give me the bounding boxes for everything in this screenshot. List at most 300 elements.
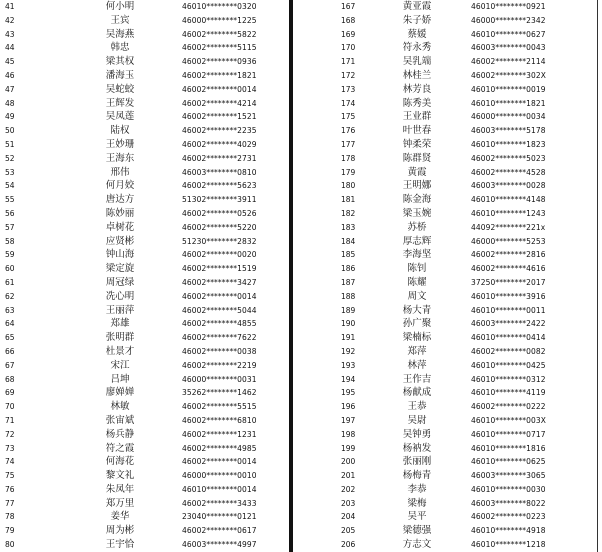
id-number: 46010********0625 bbox=[471, 457, 546, 467]
table-row bbox=[293, 138, 596, 152]
person-name: 周文 bbox=[407, 290, 427, 302]
table-row bbox=[0, 524, 289, 538]
person-name: 冼心明 bbox=[105, 290, 135, 302]
row-number: 62 bbox=[5, 291, 15, 301]
person-name: 钟柔荣 bbox=[402, 138, 432, 150]
person-name: 唐达方 bbox=[105, 194, 135, 206]
table-row bbox=[293, 69, 596, 83]
row-number: 197 bbox=[341, 415, 356, 425]
row-number: 171 bbox=[341, 57, 356, 67]
id-number: 46010********3916 bbox=[471, 291, 546, 301]
id-number: 46003********2422 bbox=[471, 319, 546, 329]
person-name: 梁德强 bbox=[402, 525, 432, 537]
row-number: 50 bbox=[5, 126, 15, 136]
row-number: 184 bbox=[341, 236, 356, 246]
id-number: 46010********0019 bbox=[471, 84, 546, 94]
id-number: 46002********5822 bbox=[182, 29, 257, 39]
row-number: 173 bbox=[341, 84, 356, 94]
id-number: 44092********221x bbox=[471, 222, 546, 232]
id-number: 23040********0121 bbox=[182, 512, 257, 522]
id-number: 46002********0014 bbox=[182, 291, 257, 301]
id-number: 46010********003X bbox=[471, 415, 547, 425]
row-number: 70 bbox=[5, 402, 15, 412]
id-number: 46002********2114 bbox=[471, 57, 546, 67]
row-number: 49 bbox=[5, 112, 15, 122]
row-number: 44 bbox=[5, 43, 15, 53]
table-row bbox=[0, 14, 289, 28]
id-number: 46010********0414 bbox=[471, 333, 546, 343]
id-number: 46002********0082 bbox=[471, 346, 546, 356]
row-number: 186 bbox=[341, 264, 356, 274]
table-row bbox=[0, 400, 289, 414]
person-name: 吴尉 bbox=[407, 414, 427, 426]
person-name: 廖婵婵 bbox=[105, 387, 135, 399]
id-number: 46002********0038 bbox=[182, 346, 257, 356]
row-number: 72 bbox=[5, 429, 15, 439]
row-number: 180 bbox=[341, 181, 356, 191]
table-row bbox=[0, 469, 289, 483]
person-name: 叶世春 bbox=[402, 125, 432, 137]
row-number: 65 bbox=[5, 333, 15, 343]
table-row bbox=[293, 152, 596, 166]
person-name: 杜景才 bbox=[105, 345, 135, 357]
person-name: 杨献成 bbox=[402, 387, 432, 399]
id-number: 35262********1462 bbox=[182, 388, 257, 398]
person-name: 张丽刚 bbox=[402, 456, 432, 468]
table-row bbox=[0, 97, 289, 111]
id-number: 46010********1816 bbox=[471, 443, 546, 453]
id-number: 46002********5220 bbox=[182, 222, 257, 232]
table-row bbox=[293, 124, 596, 138]
person-name: 陈群贤 bbox=[402, 152, 432, 164]
table-row bbox=[0, 0, 289, 14]
id-number: 46010********4119 bbox=[471, 388, 546, 398]
id-number: 51302********3911 bbox=[182, 195, 257, 205]
row-number: 79 bbox=[5, 526, 15, 536]
table-row bbox=[0, 69, 289, 83]
person-name: 应贤彬 bbox=[105, 235, 135, 247]
table-row bbox=[293, 0, 596, 14]
id-number: 46002********4214 bbox=[182, 98, 257, 108]
id-number: 46002********1519 bbox=[182, 264, 257, 274]
row-number: 80 bbox=[5, 540, 15, 550]
person-name: 符永秀 bbox=[402, 42, 432, 54]
row-number: 52 bbox=[5, 153, 15, 163]
row-number: 196 bbox=[341, 402, 356, 412]
id-number: 46002********4029 bbox=[182, 139, 257, 149]
id-number: 46000********5253 bbox=[471, 236, 546, 246]
person-name: 韩忠 bbox=[110, 42, 130, 54]
roster-right-column bbox=[293, 0, 596, 552]
table-row bbox=[0, 262, 289, 276]
row-number: 174 bbox=[341, 98, 356, 108]
table-row bbox=[293, 276, 596, 290]
id-number: 46002********1821 bbox=[182, 70, 257, 80]
person-name: 陈钊 bbox=[407, 263, 427, 275]
person-name: 王业群 bbox=[402, 111, 432, 123]
row-number: 189 bbox=[341, 305, 356, 315]
id-number: 46002********5515 bbox=[182, 402, 257, 412]
row-number: 45 bbox=[5, 57, 15, 67]
row-number: 63 bbox=[5, 305, 15, 315]
row-number: 51 bbox=[5, 139, 15, 149]
id-number: 46002********0020 bbox=[182, 250, 257, 260]
row-number: 43 bbox=[5, 29, 15, 39]
person-name: 杨衲发 bbox=[402, 442, 432, 454]
person-name: 王丽萍 bbox=[105, 304, 135, 316]
row-number: 177 bbox=[341, 139, 356, 149]
person-name: 陆权 bbox=[110, 125, 130, 137]
table-row bbox=[0, 290, 289, 304]
table-row bbox=[0, 538, 289, 552]
id-number: 46010********0312 bbox=[471, 374, 546, 384]
id-number: 46002********2731 bbox=[182, 153, 257, 163]
row-number: 192 bbox=[341, 346, 356, 356]
row-number: 198 bbox=[341, 429, 356, 439]
id-number: 46002********4855 bbox=[182, 319, 257, 329]
table-row bbox=[293, 235, 596, 249]
table-row bbox=[293, 248, 596, 262]
row-number: 195 bbox=[341, 388, 356, 398]
table-row bbox=[293, 304, 596, 318]
table-row bbox=[293, 345, 596, 359]
person-name: 王宾 bbox=[110, 14, 130, 26]
person-name: 吴凤莲 bbox=[105, 111, 135, 123]
id-number: 46003********8022 bbox=[471, 498, 546, 508]
table-row bbox=[0, 207, 289, 221]
row-number: 67 bbox=[5, 360, 15, 370]
row-number: 53 bbox=[5, 167, 15, 177]
id-number: 46002********1231 bbox=[182, 429, 257, 439]
table-row bbox=[0, 138, 289, 152]
id-number: 46010********1218 bbox=[471, 540, 546, 550]
id-number: 46003********0028 bbox=[471, 181, 546, 191]
roster-left-column bbox=[0, 0, 289, 552]
row-number: 55 bbox=[5, 195, 15, 205]
person-name: 陈秀美 bbox=[402, 97, 432, 109]
person-name: 陈金海 bbox=[402, 194, 432, 206]
person-name: 姜华 bbox=[110, 511, 130, 523]
person-name: 王作吉 bbox=[402, 373, 432, 385]
person-name: 周为彬 bbox=[105, 525, 135, 537]
person-name: 王辉发 bbox=[105, 97, 135, 109]
id-number: 46002********0526 bbox=[182, 208, 257, 218]
id-number: 46002********0014 bbox=[182, 84, 257, 94]
person-name: 苏桥 bbox=[407, 221, 427, 233]
row-number: 206 bbox=[341, 540, 356, 550]
id-number: 46002********0223 bbox=[471, 512, 546, 522]
table-row bbox=[293, 538, 596, 552]
id-number: 46002********0014 bbox=[182, 457, 257, 467]
id-number: 37250********2017 bbox=[471, 277, 546, 287]
table-row bbox=[0, 248, 289, 262]
person-name: 梁玉婉 bbox=[402, 207, 432, 219]
table-row bbox=[0, 359, 289, 373]
person-name: 陈妙丽 bbox=[105, 207, 135, 219]
row-number: 64 bbox=[5, 319, 15, 329]
id-number: 46002********0936 bbox=[182, 57, 257, 67]
person-name: 黎文礼 bbox=[105, 470, 135, 482]
person-name: 陈耀 bbox=[407, 276, 427, 288]
id-number: 46002********5115 bbox=[182, 43, 257, 53]
row-number: 78 bbox=[5, 512, 15, 522]
table-row bbox=[293, 55, 596, 69]
table-row bbox=[0, 55, 289, 69]
table-row bbox=[0, 414, 289, 428]
person-name: 王宇恰 bbox=[105, 539, 135, 551]
id-number: 46002********4985 bbox=[182, 443, 257, 453]
table-row bbox=[0, 386, 289, 400]
row-number: 68 bbox=[5, 374, 15, 384]
person-name: 杨梅青 bbox=[402, 470, 432, 482]
id-number: 46002********5023 bbox=[471, 153, 546, 163]
person-name: 李海坚 bbox=[402, 249, 432, 261]
row-number: 69 bbox=[5, 388, 15, 398]
table-row bbox=[0, 345, 289, 359]
id-number: 46010********0627 bbox=[471, 29, 546, 39]
id-number: 46003********5178 bbox=[471, 126, 546, 136]
row-number: 48 bbox=[5, 98, 15, 108]
person-name: 黄亚霞 bbox=[402, 1, 432, 12]
id-number: 46000********2342 bbox=[471, 15, 546, 25]
person-name: 朱子娇 bbox=[402, 14, 432, 26]
row-number: 199 bbox=[341, 443, 356, 453]
table-row bbox=[293, 400, 596, 414]
person-name: 孙广聚 bbox=[402, 318, 432, 330]
person-name: 林敏 bbox=[110, 401, 130, 413]
person-name: 何月姣 bbox=[105, 180, 135, 192]
table-row bbox=[0, 442, 289, 456]
id-number: 51230********2832 bbox=[182, 236, 257, 246]
row-number: 178 bbox=[341, 153, 356, 163]
table-row bbox=[0, 373, 289, 387]
row-number: 168 bbox=[341, 15, 356, 25]
table-row bbox=[0, 317, 289, 331]
id-number: 46010********1823 bbox=[471, 139, 546, 149]
table-row bbox=[0, 41, 289, 55]
id-number: 46003********3065 bbox=[471, 471, 546, 481]
row-number: 175 bbox=[341, 112, 356, 122]
row-number: 42 bbox=[5, 15, 15, 25]
table-row bbox=[293, 524, 596, 538]
row-number: 60 bbox=[5, 264, 15, 274]
table-row bbox=[0, 124, 289, 138]
table-row bbox=[293, 14, 596, 28]
table-row bbox=[293, 166, 596, 180]
person-name: 张宙斌 bbox=[105, 414, 135, 426]
id-number: 46010********0425 bbox=[471, 360, 546, 370]
person-name: 符之霞 bbox=[105, 442, 135, 454]
person-name: 王妙珊 bbox=[105, 138, 135, 150]
id-number: 46010********4918 bbox=[471, 526, 546, 536]
table-row bbox=[293, 28, 596, 42]
id-number: 46002********7622 bbox=[182, 333, 257, 343]
table-row bbox=[293, 414, 596, 428]
row-number: 185 bbox=[341, 250, 356, 260]
person-name: 郑雄 bbox=[110, 318, 130, 330]
id-number: 46002********0222 bbox=[471, 402, 546, 412]
table-row bbox=[293, 41, 596, 55]
person-name: 梁梅 bbox=[407, 497, 427, 509]
table-row bbox=[293, 373, 596, 387]
table-row bbox=[0, 235, 289, 249]
row-number: 193 bbox=[341, 360, 356, 370]
id-number: 46002********2816 bbox=[471, 250, 546, 260]
person-name: 潘海玉 bbox=[105, 69, 135, 81]
row-number: 167 bbox=[341, 2, 356, 11]
person-name: 梁其权 bbox=[105, 56, 135, 68]
row-number: 176 bbox=[341, 126, 356, 136]
table-row bbox=[293, 193, 596, 207]
row-number: 56 bbox=[5, 208, 15, 218]
table-row bbox=[0, 221, 289, 235]
id-number: 46000********0031 bbox=[182, 374, 257, 384]
person-name: 蔡媛 bbox=[407, 28, 427, 40]
id-number: 46002********5044 bbox=[182, 305, 257, 315]
row-number: 190 bbox=[341, 319, 356, 329]
row-number: 187 bbox=[341, 277, 356, 287]
id-number: 46010********0014 bbox=[182, 484, 257, 494]
person-name: 郑万里 bbox=[105, 497, 135, 509]
id-number: 46010********1821 bbox=[471, 98, 546, 108]
row-number: 74 bbox=[5, 457, 15, 467]
id-number: 46010********0717 bbox=[471, 429, 546, 439]
id-number: 46010********0320 bbox=[182, 2, 257, 11]
row-number: 66 bbox=[5, 346, 15, 356]
table-row bbox=[0, 497, 289, 511]
row-number: 77 bbox=[5, 498, 15, 508]
table-row bbox=[293, 83, 596, 97]
table-row bbox=[293, 428, 596, 442]
table-row bbox=[0, 304, 289, 318]
person-name: 邢伟 bbox=[110, 166, 130, 178]
table-row bbox=[293, 359, 596, 373]
table-row bbox=[293, 290, 596, 304]
row-number: 169 bbox=[341, 29, 356, 39]
row-number: 203 bbox=[341, 498, 356, 508]
id-number: 46010********4148 bbox=[471, 195, 546, 205]
table-row bbox=[293, 497, 596, 511]
id-number: 46003********0810 bbox=[182, 167, 257, 177]
person-name: 王海东 bbox=[105, 152, 135, 164]
person-name: 杨兵静 bbox=[105, 428, 135, 440]
table-row bbox=[0, 110, 289, 124]
row-number: 204 bbox=[341, 512, 356, 522]
id-number: 46010********1243 bbox=[471, 208, 546, 218]
id-number: 46002********4616 bbox=[471, 264, 546, 274]
person-name: 朱凤年 bbox=[105, 483, 135, 495]
person-name: 吕坤 bbox=[110, 373, 130, 385]
row-number: 202 bbox=[341, 484, 356, 494]
table-row bbox=[0, 152, 289, 166]
person-name: 宋江 bbox=[110, 359, 130, 371]
person-name: 钟山海 bbox=[105, 249, 135, 261]
id-number: 46010********0030 bbox=[471, 484, 546, 494]
table-row bbox=[293, 510, 596, 524]
id-number: 46002********3427 bbox=[182, 277, 257, 287]
id-number: 46002********3433 bbox=[182, 498, 257, 508]
id-number: 46000********0034 bbox=[471, 112, 546, 122]
id-number: 46003********4997 bbox=[182, 540, 257, 550]
id-number: 46003********0043 bbox=[471, 43, 546, 53]
person-name: 吴蛇蛟 bbox=[105, 83, 135, 95]
person-name: 林芳良 bbox=[402, 83, 432, 95]
row-number: 205 bbox=[341, 526, 356, 536]
person-name: 王恭 bbox=[407, 401, 427, 413]
row-number: 201 bbox=[341, 471, 356, 481]
id-number: 46000********1225 bbox=[182, 15, 257, 25]
table-row bbox=[0, 510, 289, 524]
row-number: 181 bbox=[341, 195, 356, 205]
id-number: 46002********5623 bbox=[182, 181, 257, 191]
row-number: 61 bbox=[5, 277, 15, 287]
row-number: 191 bbox=[341, 333, 356, 343]
right-border bbox=[597, 0, 598, 552]
row-number: 46 bbox=[5, 70, 15, 80]
person-name: 周冠绿 bbox=[105, 276, 135, 288]
row-number: 76 bbox=[5, 484, 15, 494]
row-number: 58 bbox=[5, 236, 15, 246]
table-row bbox=[0, 428, 289, 442]
table-row bbox=[293, 483, 596, 497]
person-name: 郑萍 bbox=[407, 345, 427, 357]
table-row bbox=[293, 317, 596, 331]
person-name: 林桂兰 bbox=[402, 69, 432, 81]
person-name: 王明娜 bbox=[402, 180, 432, 192]
row-number: 172 bbox=[341, 70, 356, 80]
table-row bbox=[0, 331, 289, 345]
table-row bbox=[0, 83, 289, 97]
id-number: 46002********1521 bbox=[182, 112, 257, 122]
person-name: 卓树花 bbox=[105, 221, 135, 233]
row-number: 200 bbox=[341, 457, 356, 467]
table-row bbox=[0, 193, 289, 207]
id-number: 46002********6810 bbox=[182, 415, 257, 425]
person-name: 林萍 bbox=[407, 359, 427, 371]
person-name: 梁楠标 bbox=[402, 332, 432, 344]
table-row bbox=[293, 331, 596, 345]
row-number: 75 bbox=[5, 471, 15, 481]
table-row bbox=[293, 97, 596, 111]
row-number: 57 bbox=[5, 222, 15, 232]
id-number: 46002********2219 bbox=[182, 360, 257, 370]
person-name: 梁定旋 bbox=[105, 263, 135, 275]
table-row bbox=[293, 179, 596, 193]
table-row bbox=[0, 28, 289, 42]
row-number: 170 bbox=[341, 43, 356, 53]
id-number: 46002********4528 bbox=[471, 167, 546, 177]
person-name: 何海花 bbox=[105, 456, 135, 468]
row-number: 182 bbox=[341, 208, 356, 218]
row-number: 188 bbox=[341, 291, 356, 301]
table-row bbox=[293, 469, 596, 483]
table-row bbox=[0, 276, 289, 290]
person-name: 吴钟勇 bbox=[402, 428, 432, 440]
id-number: 46000********0010 bbox=[182, 471, 257, 481]
table-row bbox=[293, 207, 596, 221]
table-row bbox=[293, 262, 596, 276]
row-number: 179 bbox=[341, 167, 356, 177]
person-name: 吴平 bbox=[407, 511, 427, 523]
table-row bbox=[0, 166, 289, 180]
id-number: 46010********0921 bbox=[471, 2, 546, 11]
table-row bbox=[0, 483, 289, 497]
person-name: 吴海燕 bbox=[105, 28, 135, 40]
table-row bbox=[293, 455, 596, 469]
row-number: 47 bbox=[5, 84, 15, 94]
table-row bbox=[0, 455, 289, 469]
row-number: 183 bbox=[341, 222, 356, 232]
